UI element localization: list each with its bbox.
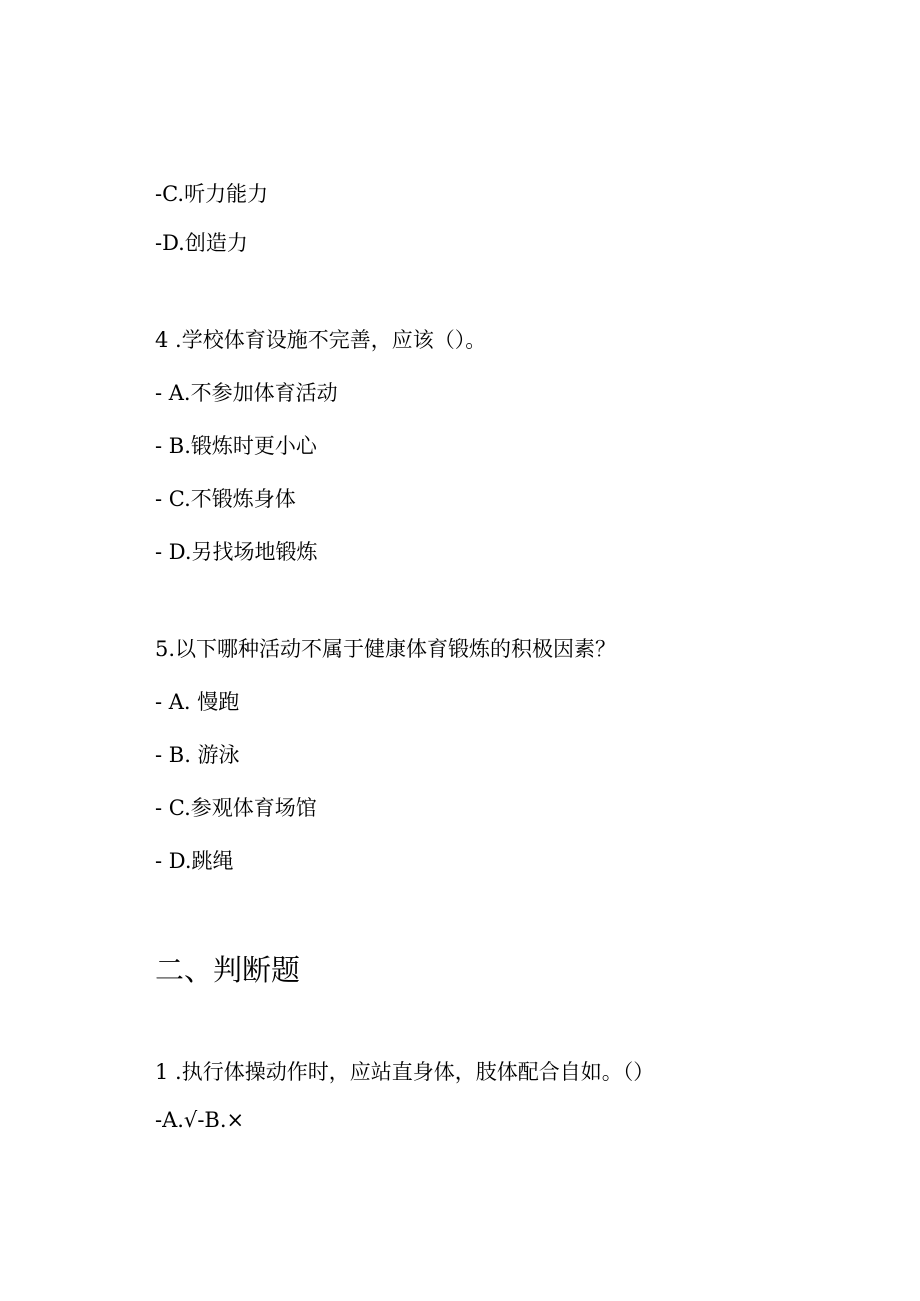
question-4-option-d: - D.另找场地锻炼 <box>155 540 318 564</box>
judge-question-1-stem: 1 .执行体操动作时，应站直身体，肢体配合自如。（） <box>155 1060 655 1084</box>
question-5-option-c: - C.参观体育场馆 <box>155 796 317 820</box>
question-5-option-d: - D.跳绳 <box>155 849 234 873</box>
question-3-option-c: -C.听力能力 <box>155 182 269 206</box>
judge-question-1-options: -A.√-B.× <box>155 1108 245 1132</box>
question-5-option-a: - A. 慢跑 <box>155 690 240 714</box>
question-4-option-b: - B.锻炼时更小心 <box>155 434 317 458</box>
question-4-option-a: - A.不参加体育活动 <box>155 381 338 405</box>
question-5-option-b: - B. 游泳 <box>155 743 240 767</box>
question-3-option-d: -D.创造力 <box>155 231 248 255</box>
question-4-option-c: - C.不锻炼身体 <box>155 487 296 511</box>
section-heading-true-false: 二、判断题 <box>155 953 301 987</box>
question-4-stem: 4 .学校体育设施不完善，应该（）。 <box>155 328 487 352</box>
question-5-stem: 5.以下哪种活动不属于健康体育锻炼的积极因素？ <box>155 637 617 661</box>
